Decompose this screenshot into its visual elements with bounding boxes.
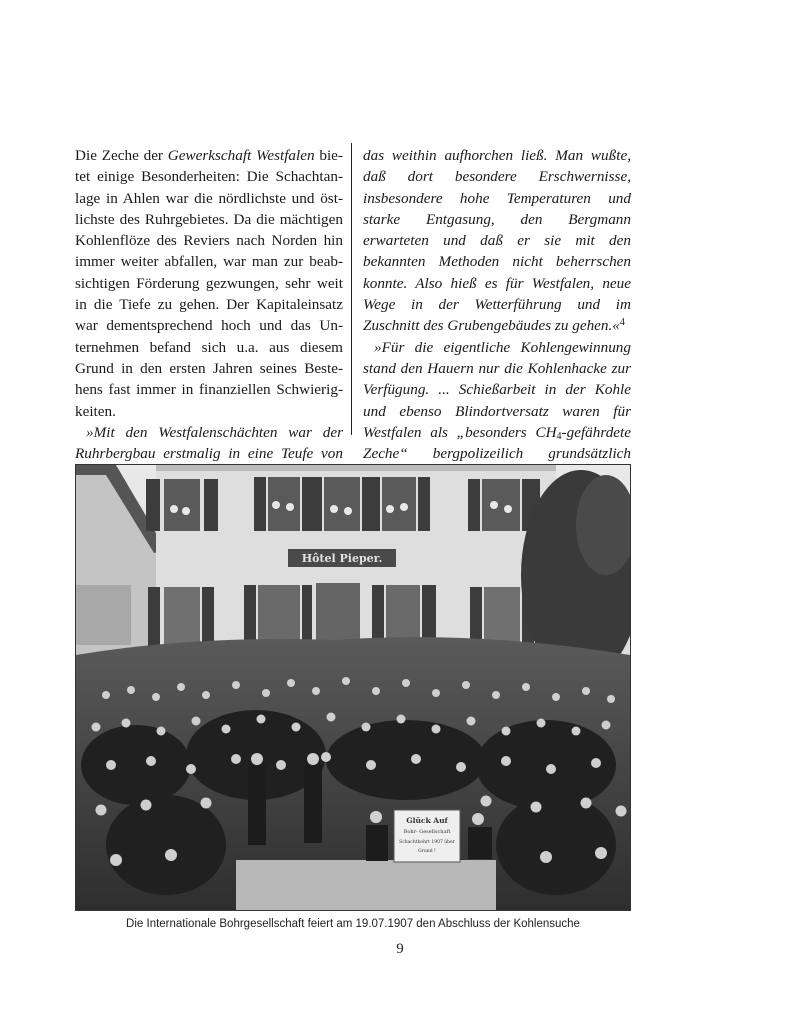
quote-paragraph xyxy=(363,145,631,337)
banner-line: Schachtbohrt 1907 über xyxy=(399,840,455,845)
paragraph xyxy=(75,145,343,422)
subscript: 4 xyxy=(556,430,562,442)
photo-caption: Die Internationale Bohrgesellschaft feiert am 19.07.1907 den Abschluss der Kohlensuche xyxy=(126,918,580,930)
page-number: 9 xyxy=(396,941,404,957)
banner-line: Grund ! xyxy=(418,849,436,854)
quote-text: »Für die eigentliche Kohlengewinnung stand den Hauern nur die Kohlenhacke zur Verfügung. ... Schießarbeit in der Kohle und ebenso Blindortversatz waren für Westfalen als „besonders CH xyxy=(363,338,631,441)
emphasis-text: Gewerkschaft Westfalen xyxy=(167,147,315,164)
text-run: Die Zeche der xyxy=(75,147,168,164)
quote-text: -gefährdete Zeche“ bergpolizeilich grundsätzlich xyxy=(363,423,631,463)
banner-line: Glück Auf xyxy=(406,816,448,825)
hotel-sign: Hôtel Pieper. xyxy=(301,552,383,565)
column-divider xyxy=(351,143,352,435)
banner-line: Bohr- Gesellschaft xyxy=(403,829,451,835)
historic-group-photo xyxy=(75,464,631,911)
quote-text: »Mit den Westfalenschächten war der Ruhrbergbau erstmalig in eine Teufe von xyxy=(75,423,343,463)
quote-text: das weithin aufhorchen ließ. Man wußte, daß dort besondere Erschwernisse, insbesondere hohe Temperaturen und starke Entgasung, den Bergmann erwarteten und daß er sie mit den bekannten Methoden nicht beherrschen konnte. Also hieß es für Westfalen, neue Wege in der Wetterführung und im Zuschnitt des Grubengebäudes zu gehen.« xyxy=(363,147,631,335)
text-run: bietet einige Besonderheiten: Die Schachtanlage in Ahlen war die nördlichste und östlichste des Ruhrgebietes. Da die mächtigen Kohlenflöze des Reviers nach Norden hin immer weiter abfallen, war man zur beabsichtigen Förderung gezwungen, sehr weit in die Tiefe zu gehen. Der Kapitaleinsatz war dementsprechend hoch und das Unternehmen befand sich u.a. aus diesem Grund in den ersten Jahren seines Bestehens fast immer in finanziellen Schwierigkeiten. xyxy=(75,147,343,420)
footnote-ref: 4 xyxy=(619,317,625,329)
left-text-column xyxy=(75,145,343,486)
